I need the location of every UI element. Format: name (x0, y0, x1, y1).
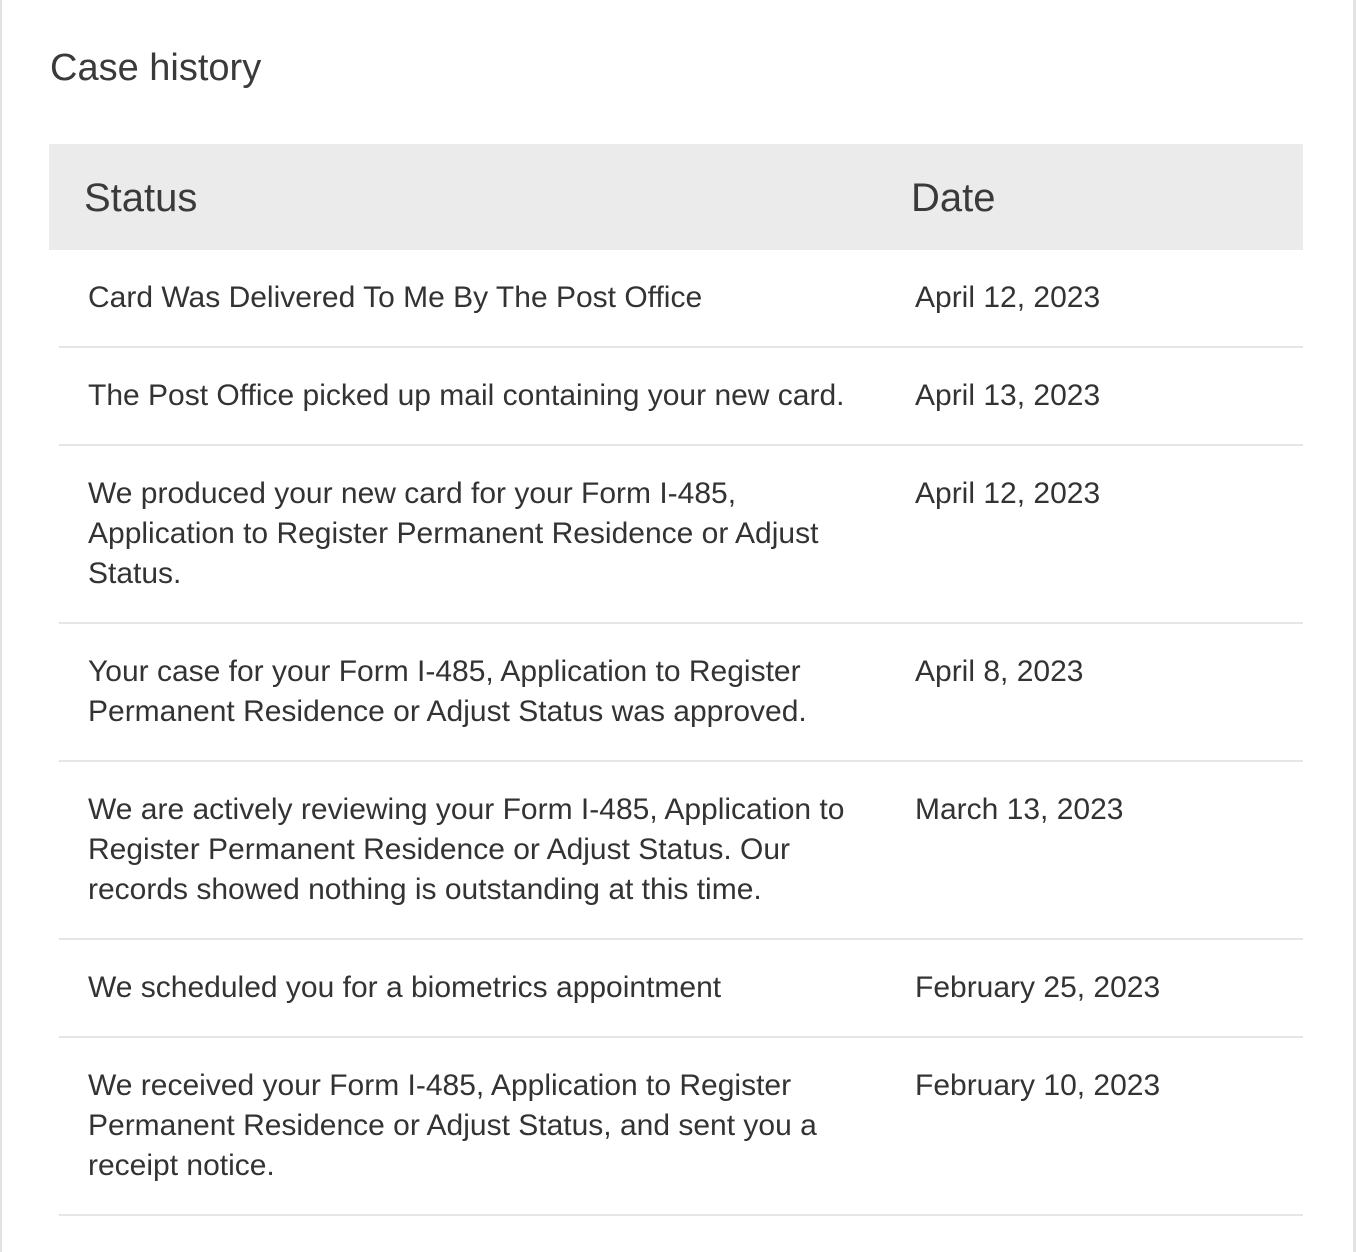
date-column-header: Date (911, 176, 996, 220)
date-cell: March 13, 2023 (915, 793, 1124, 826)
status-cell: We produced your new card for your Form I-485, Application to Register Permanent Residence or Adjust Status. (88, 477, 819, 590)
date-cell: February 25, 2023 (915, 971, 1161, 1004)
status-cell: We are actively reviewing your Form I-485, Application to Register Permanent Residence or Adjust Status. Our records showed nothing is outstanding at this time. (88, 793, 845, 906)
date-cell: April 12, 2023 (915, 281, 1101, 314)
table-row (59, 250, 1303, 348)
status-cell: Your case for your Form I-485, Application to Register Permanent Residence or Adjust Status was approved. (88, 655, 807, 728)
table-row (59, 348, 1303, 446)
table-row (59, 940, 1303, 1038)
table-row (59, 762, 1303, 940)
date-cell: February 10, 2023 (915, 1069, 1161, 1102)
status-column-header: Status (84, 176, 198, 220)
case-history-table (49, 144, 1303, 1216)
status-cell: We scheduled you for a biometrics appointment (88, 971, 722, 1004)
date-cell: April 8, 2023 (915, 655, 1084, 688)
table-body (59, 250, 1303, 1216)
table-row (59, 624, 1303, 762)
table-row (59, 1038, 1303, 1216)
table-header (49, 144, 1303, 250)
date-cell: April 12, 2023 (915, 477, 1101, 510)
status-cell: The Post Office picked up mail containing your new card. (88, 379, 845, 412)
date-cell: April 13, 2023 (915, 379, 1101, 412)
status-cell: We received your Form I-485, Application to Register Permanent Residence or Adjust Status, and sent you a receipt notice. (88, 1069, 817, 1182)
table-row (59, 446, 1303, 624)
status-cell: Card Was Delivered To Me By The Post Office (88, 281, 703, 314)
page-title: Case history (50, 47, 262, 89)
